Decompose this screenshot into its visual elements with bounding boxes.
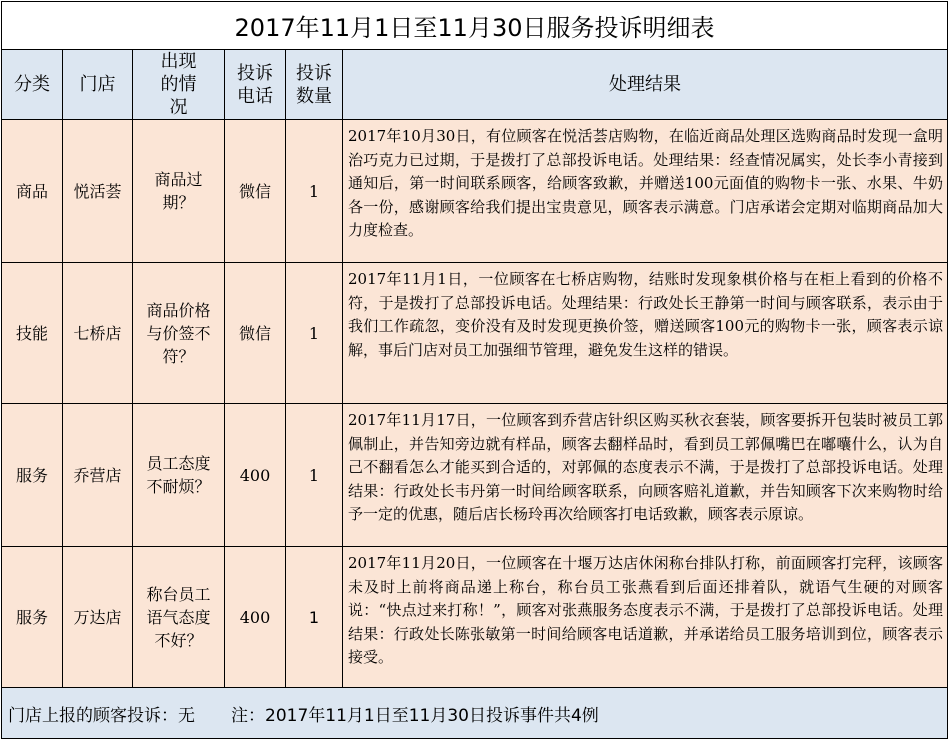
table-title: 2017年11月1日至11月30日服务投诉明细表	[2, 2, 948, 50]
cell-channel: 微信	[225, 120, 286, 263]
table-row	[2, 120, 948, 263]
cell-situation-text: 员工态度不耐烦？	[146, 454, 211, 496]
header-channel	[225, 50, 286, 120]
cell-store: 悦活荟	[63, 120, 133, 263]
cell-count: 1	[286, 404, 343, 547]
cell-category: 技能	[2, 263, 63, 404]
cell-count: 1	[286, 120, 343, 263]
complaint-sheet	[1, 1, 947, 728]
cell-situation	[133, 120, 225, 263]
table-row	[2, 547, 948, 688]
header-category: 分类	[2, 50, 63, 120]
cell-result: 2017年10月30日，有位顾客在悦活荟店购物，在临近商品处理区选购商品时发现一盒明治巧克力已过期，于是拨打了总部投诉电话。处理结果：经查情况属实，处长李小青接到通知后，第一时间联系顾客，给顾客致歉，并赠送100元面值的购物卡一张、水果、牛奶各一份，感谢顾客给我们提出宝贵意见，顾客表示满意。门店承诺会定期对临期商品加大力度检查。	[343, 120, 948, 263]
cell-situation	[133, 547, 225, 688]
cell-situation-text: 称台员工语气态度不好？	[146, 584, 211, 650]
header-result: 处理结果	[343, 50, 948, 120]
table-row	[2, 404, 948, 547]
header-store: 门店	[63, 50, 133, 120]
cell-situation	[133, 404, 225, 547]
complaint-table	[1, 1, 948, 739]
cell-result: 2017年11月20日，一位顾客在十堰万达店休闲称台排队打称，前面顾客打完秤，该顾客未及时上前将商品递上称台，称台员工张燕看到后面还排着队，就语气生硬的对顾客说：“快点过来打称！”，顾客对张燕服务态度表示不满，于是拨打了总部投诉电话。处理结果：行政处长陈张敏第一时间给顾客电话道歉，并承诺给员工服务培训到位，顾客表示接受。	[343, 547, 948, 688]
header-count	[286, 50, 343, 120]
cell-count: 1	[286, 263, 343, 404]
cell-situation	[133, 263, 225, 404]
footer-note: 注：2017年11月1日至11月30日投诉事件共4例	[231, 705, 599, 726]
header-situation	[133, 50, 225, 120]
cell-store: 万达店	[63, 547, 133, 688]
header-situation-text: 出现的情况	[160, 51, 197, 118]
cell-channel: 400	[225, 404, 286, 547]
cell-result: 2017年11月1日，一位顾客在七桥店购物，结账时发现象棋价格与在柜上看到的价格不符，于是拨打了总部投诉电话。处理结果：行政处长王静第一时间与顾客联系，表示由于我们工作疏忽，变价没有及时发现更换价签，赠送顾客100元的购物卡一张，顾客表示谅解，事后门店对员工加强细节管理，避免发生这样的错误。	[343, 263, 948, 404]
cell-category: 服务	[2, 404, 63, 547]
cell-situation-text: 商品价格与价签不符？	[146, 300, 211, 366]
footer-reported: 门店上报的顾客投诉：无	[8, 705, 195, 726]
cell-channel: 400	[225, 547, 286, 688]
header-count-text: 投诉数量	[296, 62, 332, 107]
cell-store: 七桥店	[63, 263, 133, 404]
cell-result: 2017年11月17日，一位顾客到乔营店针织区购买秋衣套装，顾客要拆开包装时被员工郭佩制止，并告知旁边就有样品，顾客去翻样品时，看到员工郭佩嘴巴在嘟囔什么，认为自己不翻看怎么才能买到合适的，对郭佩的态度表示不满，于是拨打了总部投诉电话。处理结果：行政处长韦丹第一时间给顾客联系，向顾客赔礼道歉，并告知顾客下次来购物时给予一定的优惠，随后店长杨玲再次给顾客打电话致歉，顾客表示原谅。	[343, 404, 948, 547]
cell-store: 乔营店	[63, 404, 133, 547]
cell-category: 商品	[2, 120, 63, 263]
cell-category: 服务	[2, 547, 63, 688]
cell-situation-text: 商品过期？	[154, 170, 203, 212]
table-row	[2, 263, 948, 404]
header-channel-text: 投诉电话	[237, 62, 273, 107]
cell-channel: 微信	[225, 263, 286, 404]
cell-count: 1	[286, 547, 343, 688]
